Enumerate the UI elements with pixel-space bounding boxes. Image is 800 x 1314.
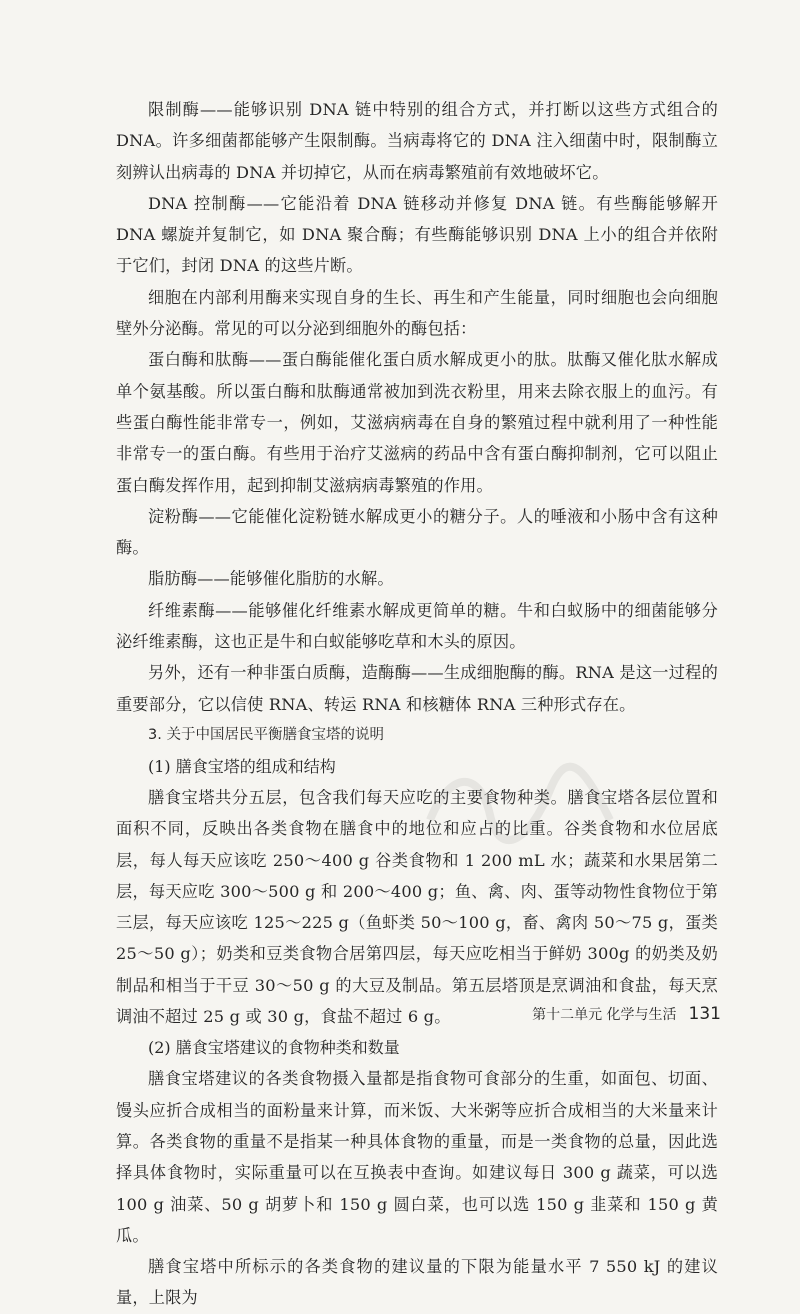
paragraph-restriction-enzyme: 限制酶——能够识别 DNA 链中特别的组合方式，并打断以这些方式组合的 DNA。许多细菌都能够产生限制酶。当病毒将它的 DNA 注入细菌中时，限制酶立刻辨认出病毒的 DNA 并切掉它，从而在病毒繁殖前有效地破坏它。 [116,100,718,182]
paragraph-lipase: 脂肪酶——能够催化脂肪的水解。 [148,569,394,589]
paragraph-pagoda-quantities: 膳食宝塔建议的各类食物摄入量都是指食物可食部分的生重，如面包、切面、馒头应折合成相当的面粉量来计算，而米饭、大米粥等应折合成相当的大米量来计算。各类食物的重量不是指某一种具体食物的重量，而是一类食物的总量，因此选择具体食物时，实际重量可以在互换表中查询。如建议每日 300 g 蔬菜，可以选 100 g 油菜、50 g 胡萝卜和 150 g 圆白菜，也可以选 150 g 韭菜和 150 g 黄瓜。 [116,1069,718,1245]
page-content [116,94,718,1314]
paragraph-protease: 蛋白酶和肽酶——蛋白酶能催化蛋白质水解成更小的肽。肽酶又催化肽水解成单个氨基酸。所以蛋白酶和肽酶通常被加到洗衣粉里，用来去除衣服上的血污。有些蛋白酶性能非常专一，例如，艾滋病病毒在自身的繁殖过程中就利用了一种性能非常专一的蛋白酶。有些用于治疗艾滋病的药品中含有蛋白酶抑制剂，它可以阻止蛋白酶发挥作用，起到抑制艾滋病病毒繁殖的作用。 [116,350,718,495]
paragraph-pagoda-limits: 膳食宝塔中所标示的各类食物的建议量的下限为能量水平 7 550 kJ 的建议量，上限为 [116,1257,718,1308]
paragraph-dna-control-enzyme: DNA 控制酶——它能沿着 DNA 链移动并修复 DNA 链。有些酶能够解开 DNA 螺旋并复制它，如 DNA 聚合酶；有些酶能够识别 DNA 上小的组合并依附于它们，封闭 DNA 的这些片断。 [116,193,718,276]
section-heading: 3. 关于中国居民平衡膳食宝塔的说明 [148,726,384,743]
page-footer [516,1004,721,1024]
paragraph-pagoda-structure: 膳食宝塔共分五层，包含我们每天应吃的主要食物种类。膳食宝塔各层位置和面积不同，反映出各类食物在膳食中的地位和应占的比重。谷类食物和水位居底层，每人每天应该吃 250～400 g 谷类食物和 1 200 mL 水；蔬菜和水果居第二层，每天应吃 300～500 g 和 200～400 g；鱼、禽、肉、蛋等动物性食物位于第三层，每天应该吃 125～225 g（鱼虾类 50～100 g，畜、禽肉 50～75 g，蛋类 25～50 g）；奶类和豆类食物合居第四层，每天应吃相当于鲜奶 300g 的奶类及奶制品和相当于干豆 30～50 g 的大豆及制品。第五层塔顶是烹调油和食盐，每天烹调油不超过 25 g 或 30 g，食盐不超过 6 g。 [116,787,718,1027]
paragraph-amylase: 淀粉酶——它能催化淀粉链水解成更小的糖分子。人的唾液和小肠中含有这种酶。 [116,506,718,558]
subsection-heading-1: (1) 膳食宝塔的组成和结构 [148,756,336,776]
subsection-heading-2: (2) 膳食宝塔建议的食物种类和数量 [148,1038,400,1058]
paragraph-cellulase: 纤维素酶——能够催化纤维素水解成更简单的糖。牛和白蚁肠中的细菌能够分泌纤维素酶，这也正是牛和白蚁能够吃草和木头的原因。 [116,600,718,652]
paragraph-cell-enzymes: 细胞在内部利用酶来实现自身的生长、再生和产生能量，同时细胞也会向细胞壁外分泌酶。常见的可以分泌到细胞外的酶包括： [116,287,718,339]
footer-unit-title: 第十二单元 化学与生活 [532,1007,677,1023]
page-number: 131 [688,1004,721,1024]
paragraph-rna-enzyme: 另外，还有一种非蛋白质酶，造酶酶——生成细胞酶的酶。RNA 是这一过程的重要部分，它以信使 RNA、转运 RNA 和核糖体 RNA 三种形式存在。 [116,663,718,714]
